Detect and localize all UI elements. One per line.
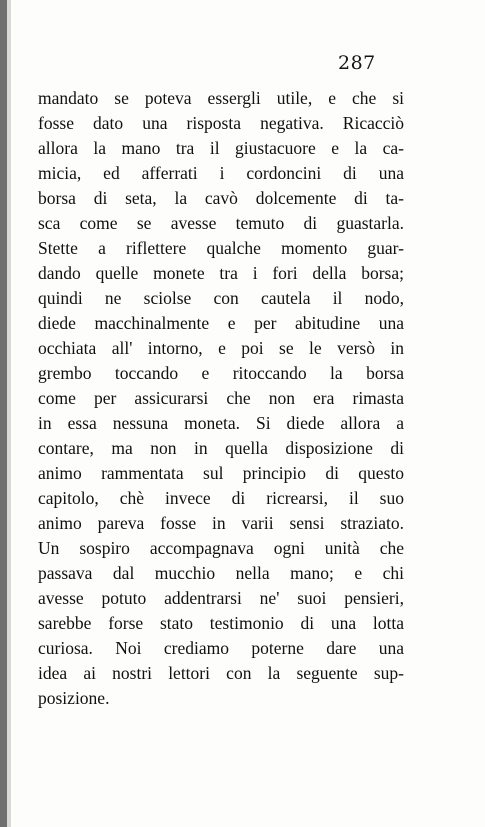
text-line: capitolo, chè invece di ricrearsi, il suo [38, 488, 404, 508]
text-line: sca come se avesse temuto di guastarla. [38, 213, 404, 233]
text-line: animo rammentata sul principio di questo [38, 463, 404, 483]
text-line: mandato se poteva essergli utile, e che si [38, 88, 404, 108]
text-line: in essa nessuna moneta. Si diede allora a [38, 413, 404, 433]
body-text [38, 86, 404, 711]
text-line: Un sospiro accompagnava ogni unità che [38, 538, 404, 558]
page-binding-shadow [7, 0, 11, 827]
text-line: contare, ma non in quella disposizione di [38, 438, 404, 458]
text-line: idea ai nostri lettori con la seguente sup- [38, 663, 404, 683]
text-line: fosse dato una risposta negativa. Ricacciò [38, 113, 404, 133]
text-line: come per assicurarsi che non era rimasta [38, 388, 404, 408]
text-line: posizione. [38, 688, 110, 708]
text-line: diede macchinalmente e per abitudine una [38, 313, 404, 333]
text-line: passava dal mucchio nella mano; e chi [38, 563, 404, 583]
text-line: allora la mano tra il giustacuore e la ca- [38, 138, 404, 158]
text-line: micia, ed afferrati i cordoncini di una [38, 163, 404, 183]
text-line: Stette a riflettere qualche momento guar- [38, 238, 404, 258]
text-line: borsa di seta, la cavò dolcemente di ta- [38, 188, 404, 208]
text-line: animo pareva fosse in varii sensi straziato. [38, 513, 404, 533]
text-line: avesse potuto addentrarsi ne' suoi pensieri, [38, 588, 404, 608]
page-number: 287 [338, 52, 376, 74]
text-line: curiosa. Noi crediamo poterne dare una [38, 638, 404, 658]
text-line: grembo toccando e ritoccando la borsa [38, 363, 404, 383]
text-line: dando quelle monete tra i fori della borsa; [38, 263, 404, 283]
text-line: occhiata all' intorno, e poi se le versò in [38, 338, 404, 358]
text-line: quindi ne sciolse con cautela il nodo, [38, 288, 404, 308]
text-line: sarebbe forse stato testimonio di una lotta [38, 613, 404, 633]
page-binding-edge [0, 0, 7, 827]
